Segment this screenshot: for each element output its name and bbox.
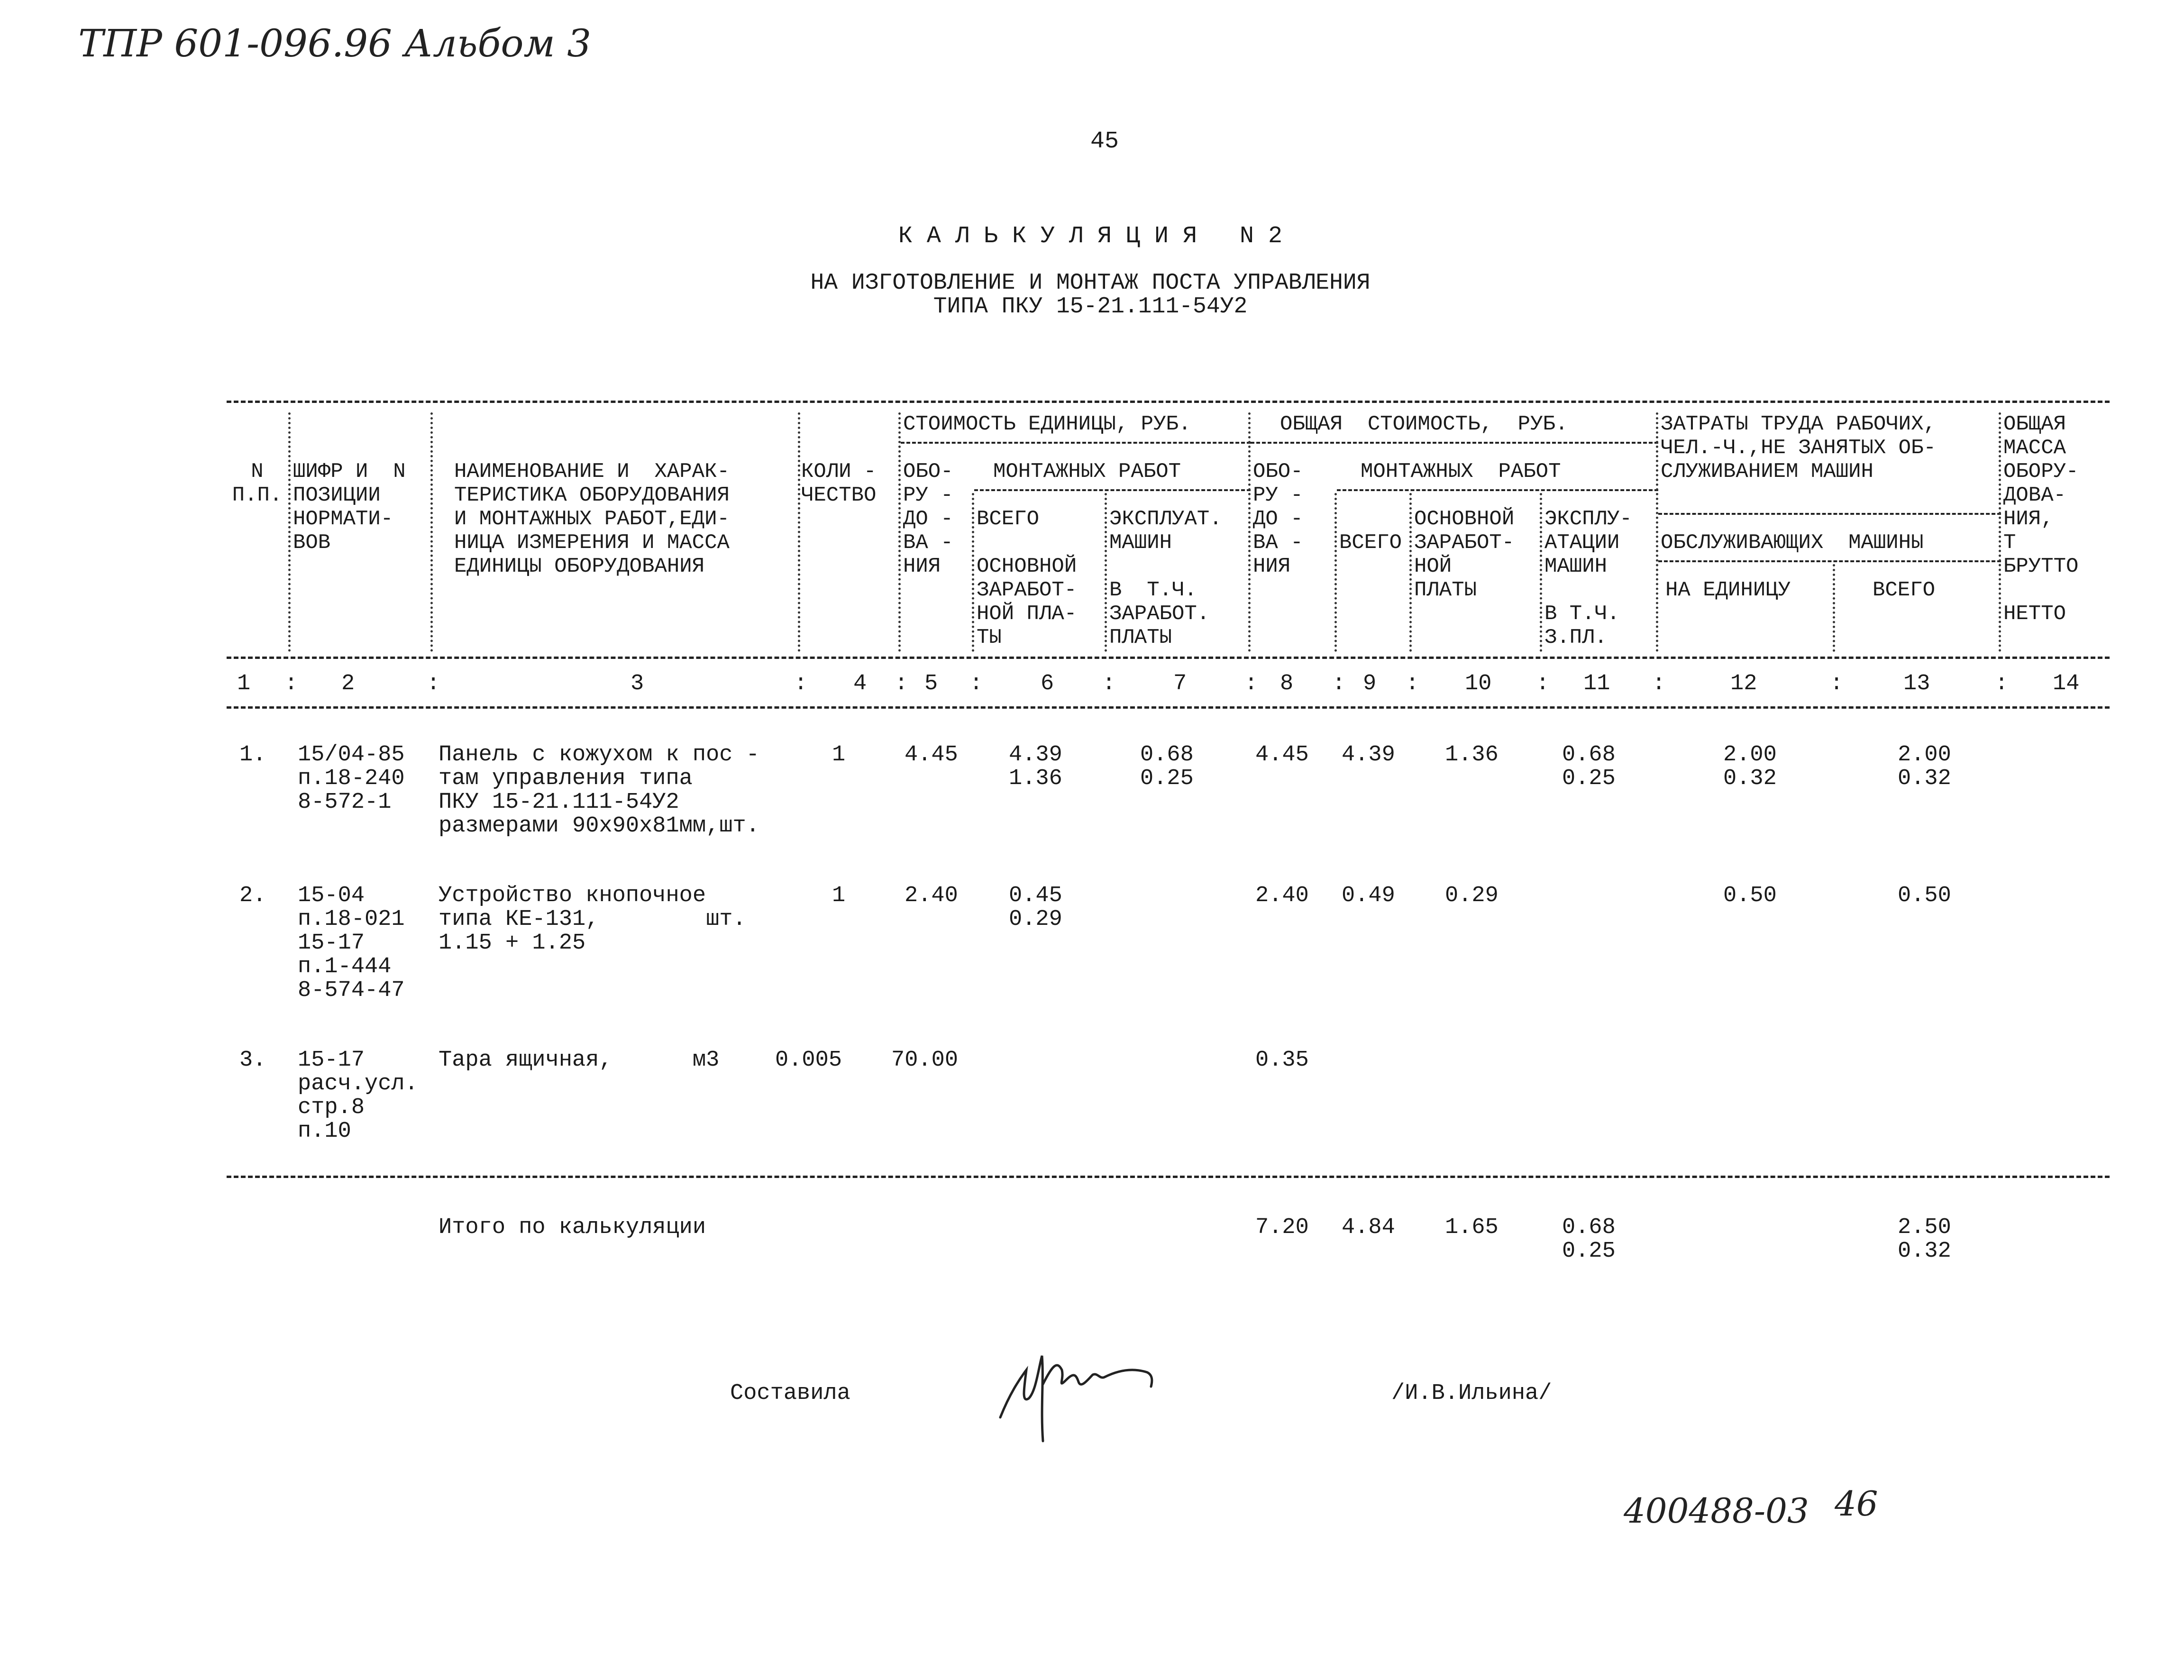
row-2-c8: 2.40 (1255, 883, 1309, 908)
signature-label: Составила (730, 1381, 850, 1406)
row-1-c13: 2.00 0.32 (1898, 742, 1951, 791)
handwritten-code: 400488-03 (1624, 1491, 1809, 1531)
header-unit-cost-group: СТОИМОСТЬ ЕДИНИЦЫ, РУБ. (903, 412, 1191, 436)
row-2-c13: 0.50 (1898, 883, 1951, 908)
row-2-code: 15-04 п.18-021 15-17 п.1-444 8-574-47 (298, 883, 405, 1003)
row-2-c9: 0.49 (1342, 883, 1395, 908)
col-number-sep: : (1830, 671, 1844, 696)
col-number-1: 1 (237, 671, 251, 696)
header-col-14: ОБЩАЯ МАССА ОБОРУ- ДОВА- НИЯ, Т БРУТТО НЕТТО (2003, 412, 2079, 626)
col-number-sep: : (284, 671, 298, 696)
header-labor-sub: ОБСЛУЖИВАЮЩИХ МАШИНЫ (1661, 531, 1924, 555)
col-sep (1334, 493, 1337, 652)
header-col-13: ВСЕГО (1873, 578, 1936, 602)
row-2-c5: 2.40 (905, 883, 958, 908)
col-number-8: 8 (1280, 671, 1294, 696)
handwritten-page-number: 46 (1835, 1484, 1878, 1524)
header-col-7: ЭКСПЛУАТ. МАШИН В Т.Ч. ЗАРАБОТ. ПЛАТЫ (1109, 507, 1222, 649)
col-number-sep: : (1995, 671, 2009, 696)
header-col-6: ВСЕГО ОСНОВНОЙ ЗАРАБОТ- НОЙ ПЛА- ТЫ (977, 507, 1077, 649)
header-total-mount-group: МОНТАЖНЫХ РАБОТ (1361, 460, 1561, 484)
total-c11: 0.68 0.25 (1562, 1215, 1616, 1264)
header-col-12: НА ЕДИНИЦУ (1665, 578, 1791, 602)
row-1-c10: 1.36 (1445, 742, 1499, 767)
row-2-name: Устройство кнопочное типа КЕ-131, шт. 1.15 + 1.25 (439, 883, 746, 956)
col-number-sep: : (895, 671, 908, 696)
handwritten-top-note: ТПР 601-096.96 Альбом 3 (78, 21, 592, 65)
header-col-9: ВСЕГО (1339, 531, 1402, 555)
row-3-code: 15-17 расч.усл. стр.8 п.10 (298, 1048, 418, 1144)
row-3-c5: 70.00 (891, 1048, 959, 1073)
header-col-11: ЭКСПЛУ- АТАЦИИ МАШИН В Т.Ч. З.ПЛ. (1544, 507, 1632, 649)
total-c8: 7.20 (1255, 1215, 1309, 1240)
col-number-9: 9 (1363, 671, 1377, 696)
row-1-qty: 1 (832, 742, 846, 767)
total-c9: 4.84 (1342, 1215, 1395, 1240)
header-bottom-rule (227, 657, 2110, 659)
col-sep (1833, 564, 1835, 652)
document-subtitle-2: ТИПА ПКУ 15-21.111-54У2 (933, 294, 1248, 320)
col-number-14: 14 (2053, 671, 2080, 696)
col-sep (1105, 493, 1107, 652)
page-number: 45 (1090, 128, 1119, 155)
row-1-name: Панель с кожухом к пос - там управления типа ПКУ 15-21.111-54У2 размерами 90х90х81мм,шт. (439, 742, 759, 839)
row-1-c7: 0.68 0.25 (1140, 742, 1194, 791)
row-3-n: 3. (239, 1048, 266, 1073)
header-col-code: ШИФР И N ПОЗИЦИИ НОРМАТИ- ВОВ (293, 460, 406, 555)
total-cost-group-rule (1251, 442, 1658, 444)
col-number-2: 2 (341, 671, 355, 696)
col-sep (1999, 412, 2001, 652)
col-number-sep: : (1332, 671, 1346, 696)
table-bottom-rule (227, 1176, 2110, 1178)
col-number-10: 10 (1465, 671, 1492, 696)
col-sep (430, 412, 433, 652)
unit-mount-group-rule (974, 489, 1251, 491)
row-1-c11: 0.68 0.25 (1562, 742, 1616, 791)
col-number-11: 11 (1583, 671, 1610, 696)
header-col-n: N П.П. (232, 460, 283, 507)
col-sep (1409, 493, 1412, 652)
document-title: К А Л Ь К У Л Я Ц И Я N 2 (898, 223, 1283, 250)
row-1-code: 15/04-85 п.18-240 8-572-1 (298, 742, 405, 815)
col-sep (1540, 493, 1542, 652)
header-unit-mount-group: МОНТАЖНЫХ РАБОТ (993, 460, 1181, 484)
row-1-c6: 4.39 1.36 (1009, 742, 1062, 791)
col-sep (1248, 412, 1251, 652)
row-1-c5: 4.45 (905, 742, 958, 767)
header-col-8: ОБО- РУ - ДО - ВА - НИЯ (1253, 460, 1303, 578)
unit-cost-group-rule (901, 442, 1251, 444)
col-sep (288, 412, 291, 652)
col-number-sep: : (1652, 671, 1666, 696)
header-col-10: ОСНОВНОЙ ЗАРАБОТ- НОЙ ПЛАТЫ (1414, 507, 1515, 602)
col-sep (1656, 412, 1658, 652)
labor-sub-rule (1658, 560, 2001, 562)
col-number-sep: : (1102, 671, 1116, 696)
row-2-c6: 0.45 0.29 (1009, 883, 1062, 932)
row-2-n: 2. (239, 883, 266, 908)
row-1-c8: 4.45 (1255, 742, 1309, 767)
table-top-rule (227, 401, 2110, 403)
row-1-c9: 4.39 (1342, 742, 1395, 767)
col-number-12: 12 (1730, 671, 1757, 696)
row-1-n: 1. (239, 742, 266, 767)
row-3-name: Тара ящичная, м3 (439, 1048, 720, 1073)
col-number-4: 4 (853, 671, 867, 696)
signature-name: /И.В.Ильина/ (1391, 1381, 1552, 1406)
col-number-sep: : (794, 671, 808, 696)
col-sep (972, 493, 974, 652)
row-2-c12: 0.50 (1723, 883, 1777, 908)
header-col-qty: КОЛИ - ЧЕСТВО (801, 460, 877, 507)
handwritten-signature (991, 1327, 1171, 1451)
labor-group-rule (1658, 513, 2001, 515)
total-c10: 1.65 (1445, 1215, 1499, 1240)
col-number-7: 7 (1173, 671, 1187, 696)
row-3-c8: 0.35 (1255, 1048, 1309, 1073)
col-number-sep: : (1406, 671, 1419, 696)
header-total-cost-group: ОБЩАЯ СТОИМОСТЬ, РУБ. (1280, 412, 1568, 436)
document-subtitle-1: НА ИЗГОТОВЛЕНИЕ И МОНТАЖ ПОСТА УПРАВЛЕНИЯ (810, 270, 1371, 296)
col-number-3: 3 (631, 671, 644, 696)
col-sep (898, 412, 901, 652)
col-number-sep: : (1244, 671, 1258, 696)
col-number-sep: : (969, 671, 983, 696)
total-label: Итого по калькуляции (439, 1215, 706, 1240)
col-number-sep: : (427, 671, 440, 696)
col-number-6: 6 (1041, 671, 1054, 696)
col-number-5: 5 (924, 671, 938, 696)
col-sep (798, 412, 800, 652)
header-col-5: ОБО- РУ - ДО - ВА - НИЯ (903, 460, 953, 578)
row-3-qty: 0.005 (775, 1048, 842, 1073)
header-labor-group: ЗАТРАТЫ ТРУДА РАБОЧИХ, ЧЕЛ.-Ч.,НЕ ЗАНЯТЫХ ОБ- СЛУЖИВАНИЕМ МАШИН (1661, 412, 1936, 484)
row-2-qty: 1 (832, 883, 846, 908)
col-number-sep: : (1536, 671, 1550, 696)
row-2-c10: 0.29 (1445, 883, 1499, 908)
row-1-c12: 2.00 0.32 (1723, 742, 1777, 791)
column-numbers-rule (227, 706, 2110, 709)
col-number-13: 13 (1903, 671, 1930, 696)
total-mount-group-rule (1337, 489, 1658, 491)
total-c13: 2.50 0.32 (1898, 1215, 1951, 1264)
header-col-name: НАИМЕНОВАНИЕ И ХАРАК- ТЕРИСТИКА ОБОРУДОВАНИЯ И МОНТАЖНЫХ РАБОТ,ЕДИ- НИЦА ИЗМЕРЕНИЯ И МАССА ЕДИНИЦЫ ОБОРУДОВАНИЯ (454, 460, 730, 578)
